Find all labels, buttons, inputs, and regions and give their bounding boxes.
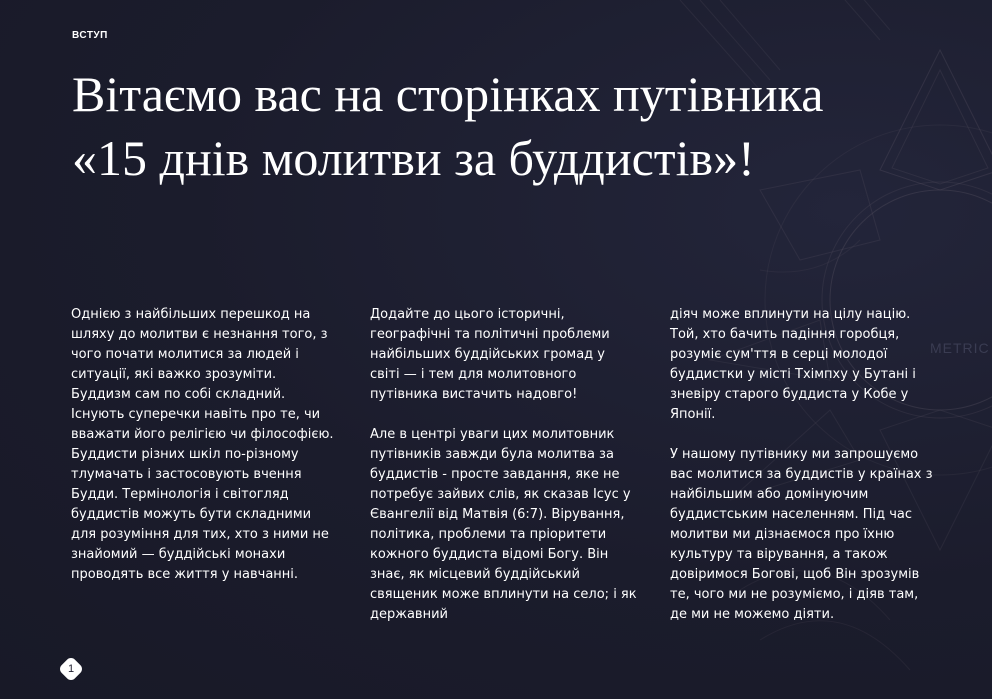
paragraph: Додайте до цього історичні, географічні та політичні проблеми найбільших буддійських громад у світі — і тем для молитовного путівника вистачить надовго! — [370, 307, 610, 402]
paragraph: Але в центрі уваги цих молитовник путівників завжди була молитва за буддистів - просте завдання, яке не потребує зайвих слів, як сказав Ісус у Євангелії від Матвія (6:7). Вірування, політика, проблеми та пріоритети кожного буддиста відомі Богу. Він знає, як місцевий буддійський священик може вплинути на село; і як державний — [370, 427, 637, 622]
paragraph: діяч може вплинути на цілу націю. Той, хто бачить падіння горобця, розуміє сум'ття в серці молодої буддистки у місті Тхімпху у Бутані і зневіру старого буддиста у Кобе у Японії. — [670, 307, 916, 422]
section-label: ВСТУП — [72, 30, 108, 41]
paragraph: У нашому путівнику ми запрошуємо вас молитися за буддистів у країнах з найбільшим або домінуючим буддистським населенням. Під час молитви ми дізнаємося про їхню культуру та вірування, а також довіримося Богові, щоб Він зрозумів те, чого ми не розуміємо, і діяв там, де ми не можемо діяти. — [670, 447, 933, 622]
paragraph: Однією з найбільших перешкод на шляху до молитви є незнання того, з чого почати молитися за людей і ситуації, які важко зрозуміти. Буддизм сам по собі складний. Існують суперечки навіть про те, чи вважати його релігією чи філософією. Буддисти різних шкіл по-різному тлумачать і застосовують вчення Будди. Термінологія і світогляд буддистів можуть бути складними для розуміння для тих, хто з ними не знайомий — буддійські монахи проводять все життя у навчанні. — [71, 307, 334, 582]
text-column-2 — [370, 305, 638, 645]
page-title: Вітаємо вас на сторінках путівника «15 днів молитви за буддистів»! — [72, 66, 824, 186]
text-column-3 — [670, 305, 938, 645]
page-number-badge — [59, 657, 83, 681]
page-number: 1 — [67, 663, 75, 675]
text-column-1 — [71, 305, 339, 605]
watermark-text: METRIC — [930, 340, 990, 356]
